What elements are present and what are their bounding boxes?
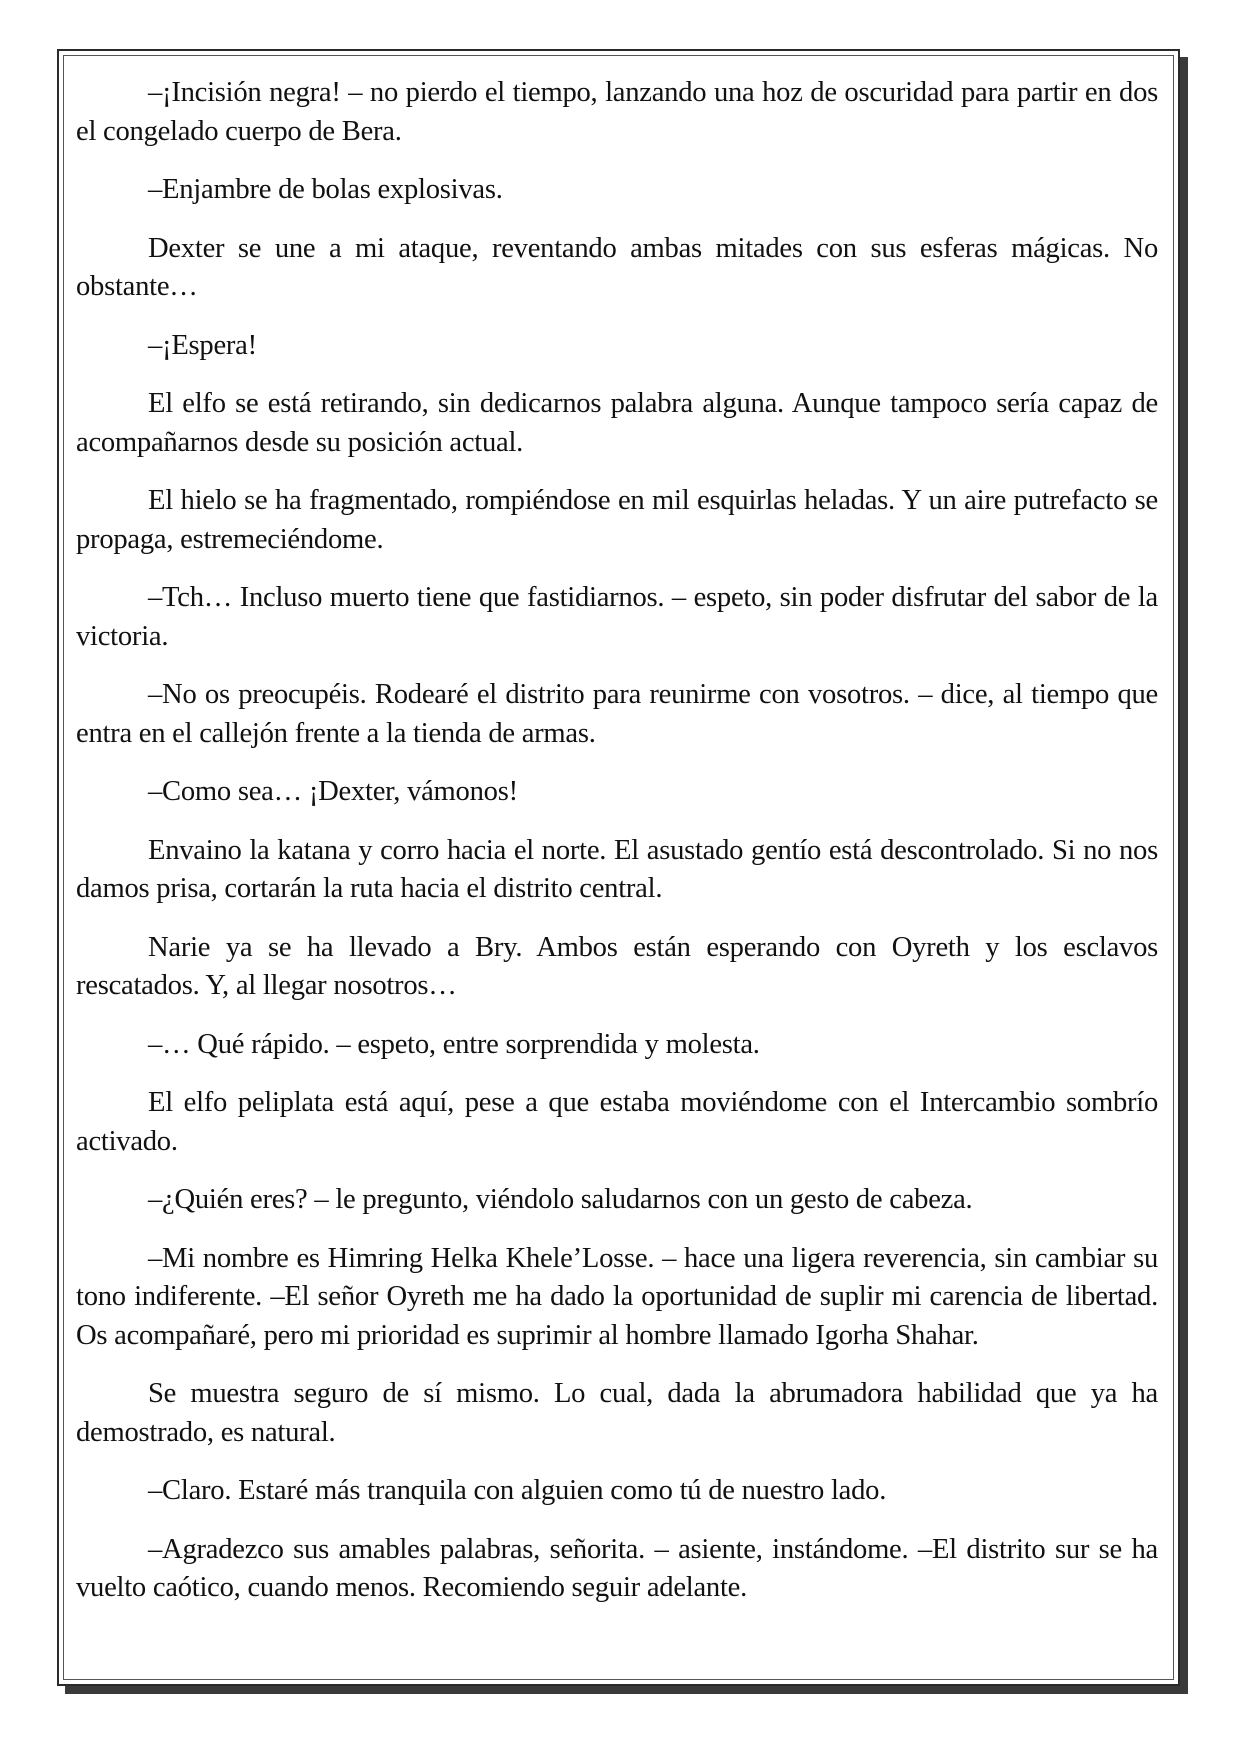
paragraph: Dexter se une a mi ataque, reventando ambas mitades con sus esferas mágicas. No obstante…	[76, 232, 1158, 302]
paragraph: El hielo se ha fragmentado, rompiéndose en mil esquirlas heladas. Y un aire putrefacto se propaga, estremeciéndome.	[76, 485, 1158, 555]
page-border	[57, 49, 1180, 1686]
paragraph: –Mi nombre es Himring Helka Khele’Losse. – hace una ligera reverencia, sin cambiar su tono indiferente. –El señor Oyreth me ha dado la oportunidad de suplir mi carencia de libertad. Os acompañaré, pero mi prioridad es suprimir al hombre llamado Igorha Shahar.	[76, 1242, 1158, 1351]
paragraph: El elfo se está retirando, sin dedicarnos palabra alguna. Aunque tampoco sería capaz de acompañarnos desde su posición actual.	[76, 388, 1158, 458]
paragraph: –¡Incisión negra! – no pierdo el tiempo, lanzando una hoz de oscuridad para partir en dos el congelado cuerpo de Bera.	[76, 77, 1158, 147]
paragraph: –No os preocupéis. Rodearé el distrito para reunirme con vosotros. – dice, al tiempo que entra en el callejón frente a la tienda de armas.	[76, 679, 1158, 749]
paragraph: Envaino la katana y corro hacia el norte. El asustado gentío está descontrolado. Si no nos damos prisa, cortarán la ruta hacia el distrito central.	[76, 834, 1158, 904]
paragraph: –Claro. Estaré más tranquila con alguien como tú de nuestro lado.	[148, 1475, 887, 1506]
paragraph: –¿Quién eres? – le pregunto, viéndolo saludarnos con un gesto de cabeza.	[148, 1184, 973, 1215]
paragraph: Se muestra seguro de sí mismo. Lo cual, dada la abrumadora habilidad que ya ha demostrado, es natural.	[76, 1378, 1158, 1448]
paragraph: –Como sea… ¡Dexter, vámonos!	[148, 776, 518, 807]
paragraph: –Tch… Incluso muerto tiene que fastidiarnos. – espeto, sin poder disfrutar del sabor de la victoria.	[76, 582, 1158, 652]
paragraph: Narie ya se ha llevado a Bry. Ambos están esperando con Oyreth y los esclavos rescatados. Y, al llegar nosotros…	[76, 931, 1158, 1001]
document-body	[76, 74, 1158, 1628]
paragraph: –Enjambre de bolas explosivas.	[148, 174, 503, 205]
paragraph: –… Qué rápido. – espeto, entre sorprendida y molesta.	[148, 1028, 760, 1060]
paragraph: El elfo peliplata está aquí, pese a que estaba moviéndome con el Intercambio sombrío activado.	[76, 1087, 1158, 1157]
paragraph: –Agradezco sus amables palabras, señorita. – asiente, instándome. –El distrito sur se ha vuelto caótico, cuando menos. Recomiendo seguir adelante.	[76, 1533, 1158, 1603]
paragraph: –¡Espera!	[148, 329, 257, 361]
